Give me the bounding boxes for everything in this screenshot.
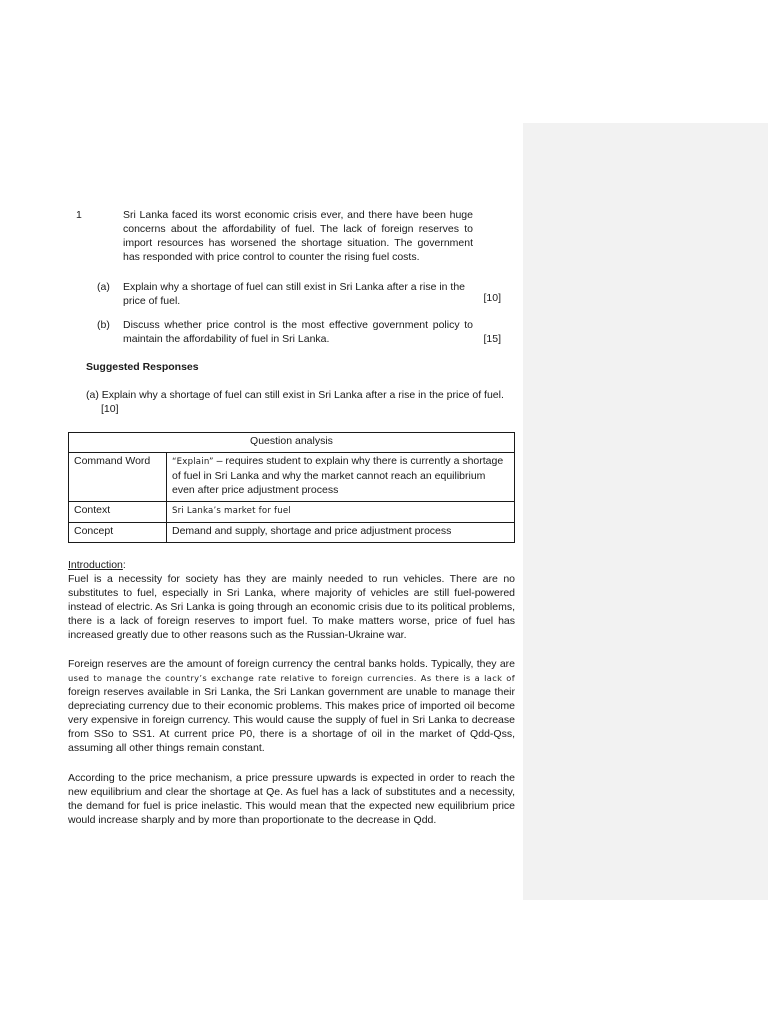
table-row [69, 453, 515, 502]
introduction-heading [68, 558, 515, 572]
repeat-question-text: (a) Explain why a shortage of fuel can still exist in Sri Lanka after a rise in the price of fuel. [86, 389, 504, 401]
row-label-command-word: Command Word [69, 453, 167, 502]
table-row [69, 523, 515, 543]
introduction-paragraph-2 [68, 657, 515, 755]
introduction-heading-text: Introduction [68, 559, 123, 571]
paragraph-2-dense-line: used to manage the country’s exchange rate relative to foreign currencies. As there is a lack of [68, 673, 515, 683]
command-keyword: “Explain” [172, 457, 214, 467]
row-value-context [167, 502, 515, 523]
table-header: Question analysis [69, 433, 515, 453]
part-a-marks: [10] [483, 292, 501, 304]
repeat-question-marks: [10] [101, 403, 119, 415]
paragraph-2-rest: foreign reserves available in Sri Lanka, the Sri Lankan government are unable to manage their depreciating currency due to their economic problems. This makes price of imported oil become very expensive in foreign currency. This would cause the supply of fuel in Sri Lanka to decrease from SSo to SS1. At current price P0, there is a shortage of oil in the market of Qdd-Qss, assuming all other things remain constant. [68, 686, 515, 754]
introduction-colon: : [122, 559, 126, 571]
table-row [69, 502, 515, 523]
part-b-label: (b) [97, 319, 110, 331]
table-header-row [69, 433, 515, 453]
repeat-question [86, 388, 516, 416]
row-value-command-word [167, 453, 515, 502]
introduction-paragraph-3: According to the price mechanism, a price pressure upwards is expected in order to reach the new equilibrium and clear the shortage at Qe. As fuel has a lack of substitutes and a necessity, the demand for fuel is price inelastic. This would mean that the expected new equilibrium price would increase sharply and by more than proportionate to the decrease in Qdd. [68, 772, 515, 826]
comment-pane [523, 123, 768, 900]
row-label-concept: Concept [69, 523, 167, 543]
question-number: 1 [76, 209, 82, 221]
paragraph-2-start: Foreign reserves are the amount of foreign currency the central banks holds. Typically, they are [68, 658, 515, 670]
suggested-responses-heading: Suggested Responses [86, 361, 199, 373]
part-b-text: Discuss whether price control is the most effective government policy to maintain the affordability of fuel in Sri Lanka. [123, 319, 473, 345]
context-text: Sri Lanka’s market for fuel [172, 506, 291, 516]
row-value-concept: Demand and supply, shortage and price adjustment process [167, 523, 515, 543]
question-analysis-table [68, 432, 515, 543]
row-label-context: Context [69, 502, 167, 523]
command-description: – requires student to explain why there is currently a shortage of fuel in Sri Lanka and why the market cannot reach an equilibrium even after price adjustment process [172, 455, 504, 496]
introduction-paragraph-1: Fuel is a necessity for society has they are mainly needed to run vehicles. There are no substitutes to fuel, especially in Sri Lanka, where majority of vehicles are still fuel-powered instead of electric. As Sri Lanka is going through an economic crisis due to its political problems, there is a lack of foreign reserves to import fuel. To make matters worse, price of fuel has increased greatly due to other reasons such as the Russian-Ukraine war. [68, 573, 515, 641]
part-a-label: (a) [97, 281, 110, 293]
part-b-marks: [15] [483, 333, 501, 345]
part-a-text: Explain why a shortage of fuel can still exist in Sri Lanka after a rise in the price of fuel. [123, 281, 466, 307]
question-stem: Sri Lanka faced its worst economic crisis ever, and there have been huge concerns about the affordability of fuel. The lack of foreign reserves to import resources has worsened the shortage situation. The government has responded with price control to counter the rising fuel costs. [123, 209, 473, 263]
